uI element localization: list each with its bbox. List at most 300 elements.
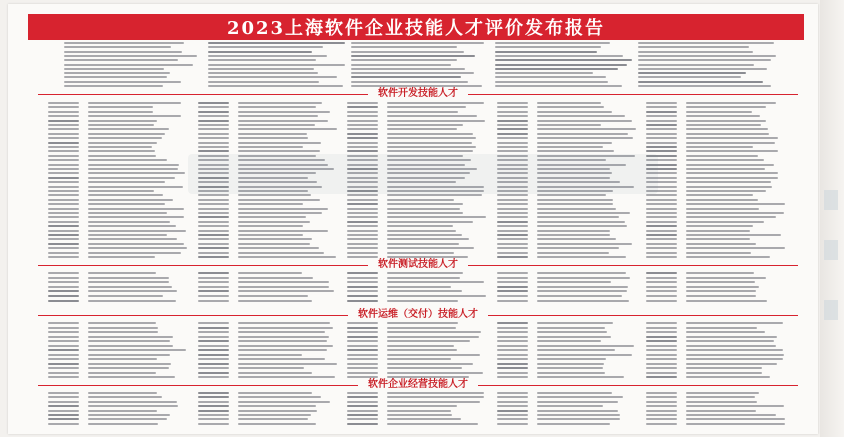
illegible-text-line [88,111,153,113]
edge-mark [824,240,838,260]
illegible-text-line [497,225,528,227]
illegible-text-line [387,115,477,117]
section-title: 软件开发技能人才 [368,89,468,99]
illegible-text-line [88,142,157,144]
illegible-text-line [238,322,330,324]
illegible-text-line [686,142,775,144]
illegible-text-line [198,234,229,236]
illegible-text-line [198,120,229,122]
illegible-text-line [88,106,153,108]
illegible-text-line [686,272,754,274]
illegible-text-line [497,331,528,333]
illegible-text-line [198,300,229,302]
illegible-text-line [347,238,378,240]
illegible-text-line [387,243,459,245]
illegible-text-line [347,354,378,356]
illegible-text-line [238,272,302,274]
illegible-text-line [238,221,310,223]
illegible-text-line [88,186,183,188]
illegible-text-line [198,410,229,412]
illegible-text-line [646,423,677,425]
illegible-text-line [88,155,156,157]
illegible-text-line [48,115,79,117]
illegible-text-line [198,199,229,201]
illegible-text-line [48,340,79,342]
illegible-text-line [238,295,308,297]
name-list-column [198,322,340,382]
illegible-text-line [537,234,610,236]
illegible-text-line [686,300,767,302]
illegible-text-line [198,423,229,425]
illegible-text-line [238,286,329,288]
illegible-text-line [208,46,323,48]
name-list-column [198,392,340,428]
illegible-text-line [88,277,169,279]
illegible-text-line [686,212,784,214]
illegible-text-line [198,133,229,135]
illegible-text-line [347,247,378,249]
illegible-text-line [347,137,378,139]
illegible-text-line [48,177,79,179]
illegible-text-line [387,203,463,205]
illegible-text-line [198,256,229,258]
illegible-text-line [497,290,528,292]
illegible-text-line [686,106,766,108]
illegible-text-line [646,336,677,338]
illegible-text-line [646,354,677,356]
illegible-text-line [646,358,677,360]
illegible-text-line [48,272,79,274]
illegible-text-line [198,345,229,347]
illegible-text-line [48,327,79,329]
illegible-text-line [387,234,462,236]
illegible-text-line [198,106,229,108]
illegible-text-line [495,81,608,83]
illegible-text-line [238,124,315,126]
illegible-text-line [497,150,528,152]
illegible-text-line [198,277,229,279]
illegible-text-line [64,85,163,87]
illegible-text-line [537,133,628,135]
illegible-text-line [537,115,625,117]
illegible-text-line [238,102,322,104]
illegible-text-line [686,155,758,157]
illegible-text-line [497,340,528,342]
illegible-text-line [497,234,528,236]
illegible-text-line [238,396,321,398]
illegible-text-line [646,194,677,196]
illegible-text-line [638,51,753,53]
name-list-column [347,322,489,382]
illegible-text-line [646,322,677,324]
name-list-column [48,322,190,382]
illegible-text-line [686,256,770,258]
illegible-text-line [497,137,528,139]
report-title-banner [28,14,804,40]
illegible-text-line [646,418,677,420]
illegible-text-line [238,243,310,245]
illegible-text-line [347,392,378,394]
illegible-text-line [64,64,193,66]
illegible-text-line [48,256,79,258]
illegible-text-line [88,363,171,365]
illegible-text-line [198,142,229,144]
illegible-text-line [238,146,303,148]
section-header-software-development [38,89,798,99]
illegible-text-line [686,186,772,188]
illegible-text-line [88,354,170,356]
illegible-text-line [537,221,625,223]
illegible-text-line [347,376,378,378]
illegible-text-line [351,42,484,44]
illegible-text-line [88,194,163,196]
illegible-text-line [88,159,167,161]
illegible-text-line [48,300,79,302]
illegible-text-line [646,414,677,416]
illegible-text-line [387,300,458,302]
illegible-text-line [238,363,337,365]
illegible-text-line [48,243,79,245]
illegible-text-line [351,76,461,78]
illegible-text-line [88,150,155,152]
illegible-text-line [48,372,79,374]
illegible-text-line [347,115,378,117]
illegible-text-line [387,414,452,416]
illegible-text-line [497,300,528,302]
illegible-text-line [537,363,604,365]
illegible-text-line [238,336,329,338]
illegible-text-line [347,367,378,369]
illegible-text-line [537,418,620,420]
illegible-text-line [88,128,169,130]
illegible-text-line [48,199,79,201]
illegible-text-line [686,199,758,201]
illegible-text-line [238,277,313,279]
illegible-text-line [88,295,163,297]
illegible-text-line [537,238,616,240]
illegible-text-line [497,405,528,407]
illegible-text-line [198,230,229,232]
adjacent-page-edge [820,0,844,437]
illegible-text-line [198,392,229,394]
intro-text-block [64,42,776,90]
illegible-text-line [537,349,615,351]
illegible-text-line [537,340,601,342]
illegible-text-line [198,322,229,324]
illegible-text-line [686,203,785,205]
illegible-text-line [48,286,79,288]
illegible-text-line [238,194,311,196]
illegible-text-line [88,376,175,378]
illegible-text-line [198,354,229,356]
illegible-text-line [646,203,677,205]
illegible-text-line [48,194,79,196]
illegible-text-line [387,345,454,347]
illegible-text-line [537,372,605,374]
illegible-text-line [686,345,776,347]
illegible-text-line [198,208,229,210]
illegible-text-line [646,405,677,407]
illegible-text-line [537,199,613,201]
illegible-text-line [238,418,308,420]
illegible-text-line [686,331,765,333]
illegible-text-line [347,327,378,329]
illegible-text-line [497,367,528,369]
illegible-text-line [387,290,462,292]
illegible-text-line [646,295,677,297]
name-list-column [347,272,489,306]
illegible-text-line [495,85,622,87]
illegible-text-line [537,290,627,292]
illegible-text-line [88,392,157,394]
illegible-text-line [48,234,79,236]
illegible-text-line [347,322,378,324]
illegible-text-line [198,272,229,274]
illegible-text-line [686,405,784,407]
illegible-text-line [351,68,465,70]
illegible-text-line [198,358,229,360]
illegible-text-line [48,190,79,192]
illegible-text-line [88,137,162,139]
illegible-text-line [686,172,778,174]
illegible-text-line [88,423,158,425]
name-list-software-operations [48,322,788,382]
illegible-text-line [387,216,486,218]
illegible-text-line [537,243,632,245]
illegible-text-line [638,72,746,74]
name-list-column [497,272,639,306]
name-list-enterprise-management [48,392,788,428]
illegible-text-line [387,221,473,223]
illegible-text-line [347,340,378,342]
illegible-text-line [351,72,474,74]
illegible-text-line [646,243,677,245]
illegible-text-line [387,336,479,338]
illegible-text-line [387,349,457,351]
illegible-text-line [537,102,601,104]
illegible-text-line [387,133,473,135]
illegible-text-line [238,392,312,394]
illegible-text-line [198,128,229,130]
illegible-text-line [64,55,197,57]
illegible-text-line [387,199,454,201]
illegible-text-line [238,401,330,403]
illegible-text-line [347,414,378,416]
illegible-text-line [48,401,79,403]
illegible-text-line [686,111,752,113]
illegible-text-line [88,172,185,174]
illegible-text-line [537,336,611,338]
illegible-text-line [646,124,677,126]
illegible-text-line [88,286,172,288]
illegible-text-line [48,277,79,279]
illegible-text-line [48,252,79,254]
illegible-text-line [347,410,378,412]
illegible-text-line [387,146,476,148]
illegible-text-line [646,401,677,403]
illegible-text-line [537,137,633,139]
illegible-text-line [198,146,229,148]
illegible-text-line [537,142,612,144]
illegible-text-line [48,247,79,249]
illegible-text-line [497,142,528,144]
illegible-text-line [88,300,176,302]
illegible-text-line [497,212,528,214]
illegible-text-line [48,392,79,394]
illegible-text-line [198,405,229,407]
illegible-text-line [238,225,303,227]
illegible-text-line [88,102,181,104]
illegible-text-line [88,322,156,324]
name-list-column [48,272,190,306]
illegible-text-line [497,322,528,324]
illegible-text-line [686,252,751,254]
illegible-text-line [646,238,677,240]
illegible-text-line [48,168,79,170]
illegible-text-line [198,286,229,288]
illegible-text-line [198,349,229,351]
illegible-text-line [198,238,229,240]
illegible-text-line [48,133,79,135]
illegible-text-line [646,345,677,347]
illegible-text-line [638,59,771,61]
illegible-text-line [646,208,677,210]
illegible-text-line [88,410,157,412]
illegible-text-line [686,340,774,342]
illegible-text-line [537,295,622,297]
illegible-text-line [88,372,156,374]
illegible-text-line [646,363,677,365]
illegible-text-line [497,363,528,365]
illegible-text-line [88,405,178,407]
illegible-text-line [646,199,677,201]
illegible-text-line [387,137,476,139]
illegible-text-line [497,221,528,223]
illegible-text-line [48,238,79,240]
illegible-text-line [497,203,528,205]
illegible-text-line [387,102,484,104]
illegible-text-line [347,199,378,201]
illegible-text-line [48,358,79,360]
illegible-text-line [686,159,764,161]
illegible-text-line [537,146,603,148]
illegible-text-line [638,68,767,70]
illegible-text-line [646,290,677,292]
edge-mark [824,300,838,320]
illegible-text-line [497,124,528,126]
illegible-text-line [347,194,378,196]
illegible-text-line [238,238,312,240]
illegible-text-line [351,81,468,83]
illegible-text-line [48,150,79,152]
illegible-text-line [48,230,79,232]
illegible-text-line [238,115,318,117]
illegible-text-line [686,177,778,179]
name-list-column [646,102,788,262]
illegible-text-line [497,372,528,374]
illegible-text-line [537,322,613,324]
illegible-text-line [686,290,756,292]
illegible-text-line [686,225,753,227]
intro-column [351,42,489,90]
illegible-text-line [347,331,378,333]
illegible-text-line [347,418,378,420]
illegible-text-line [48,376,79,378]
illegible-text-line [347,345,378,347]
illegible-text-line [238,252,324,254]
illegible-text-line [88,221,170,223]
illegible-text-line [387,410,451,412]
illegible-text-line [347,106,378,108]
illegible-text-line [48,331,79,333]
illegible-text-line [88,290,177,292]
illegible-text-line [387,322,458,324]
illegible-text-line [497,423,528,425]
section-title: 软件测试技能人才 [368,260,468,270]
illegible-text-line [198,225,229,227]
illegible-text-line [497,120,528,122]
illegible-text-line [686,322,783,324]
illegible-text-line [387,340,470,342]
illegible-text-line [537,410,618,412]
illegible-text-line [646,340,677,342]
illegible-text-line [646,367,677,369]
illegible-text-line [387,150,473,152]
illegible-text-line [347,401,378,403]
illegible-text-line [495,72,593,74]
illegible-text-line [686,221,764,223]
illegible-text-line [387,331,481,333]
illegible-text-line [686,367,762,369]
illegible-text-line [537,277,630,279]
name-list-column [646,272,788,306]
illegible-text-line [686,150,778,152]
illegible-text-line [238,199,320,201]
illegible-text-line [198,124,229,126]
illegible-text-line [638,64,754,66]
illegible-text-line [351,46,457,48]
illegible-text-line [88,336,173,338]
illegible-text-line [48,120,79,122]
illegible-text-line [198,252,229,254]
illegible-text-line [686,164,774,166]
name-list-column [497,392,639,428]
illegible-text-line [347,349,378,351]
illegible-text-line [238,340,327,342]
illegible-text-line [198,418,229,420]
illegible-text-line [646,327,677,329]
illegible-text-line [238,216,306,218]
illegible-text-line [387,124,463,126]
illegible-text-line [88,367,169,369]
illegible-text-line [497,295,528,297]
illegible-text-line [686,277,766,279]
illegible-text-line [537,225,627,227]
illegible-text-line [686,133,769,135]
illegible-text-line [495,68,618,70]
illegible-text-line [238,376,335,378]
illegible-text-line [387,281,484,283]
name-list-software-testing [48,272,788,306]
illegible-text-line [387,277,460,279]
illegible-text-line [537,203,613,205]
illegible-text-line [88,208,184,210]
illegible-text-line [64,42,184,44]
illegible-text-line [686,396,755,398]
illegible-text-line [686,247,785,249]
illegible-text-line [208,51,312,53]
illegible-text-line [48,225,79,227]
